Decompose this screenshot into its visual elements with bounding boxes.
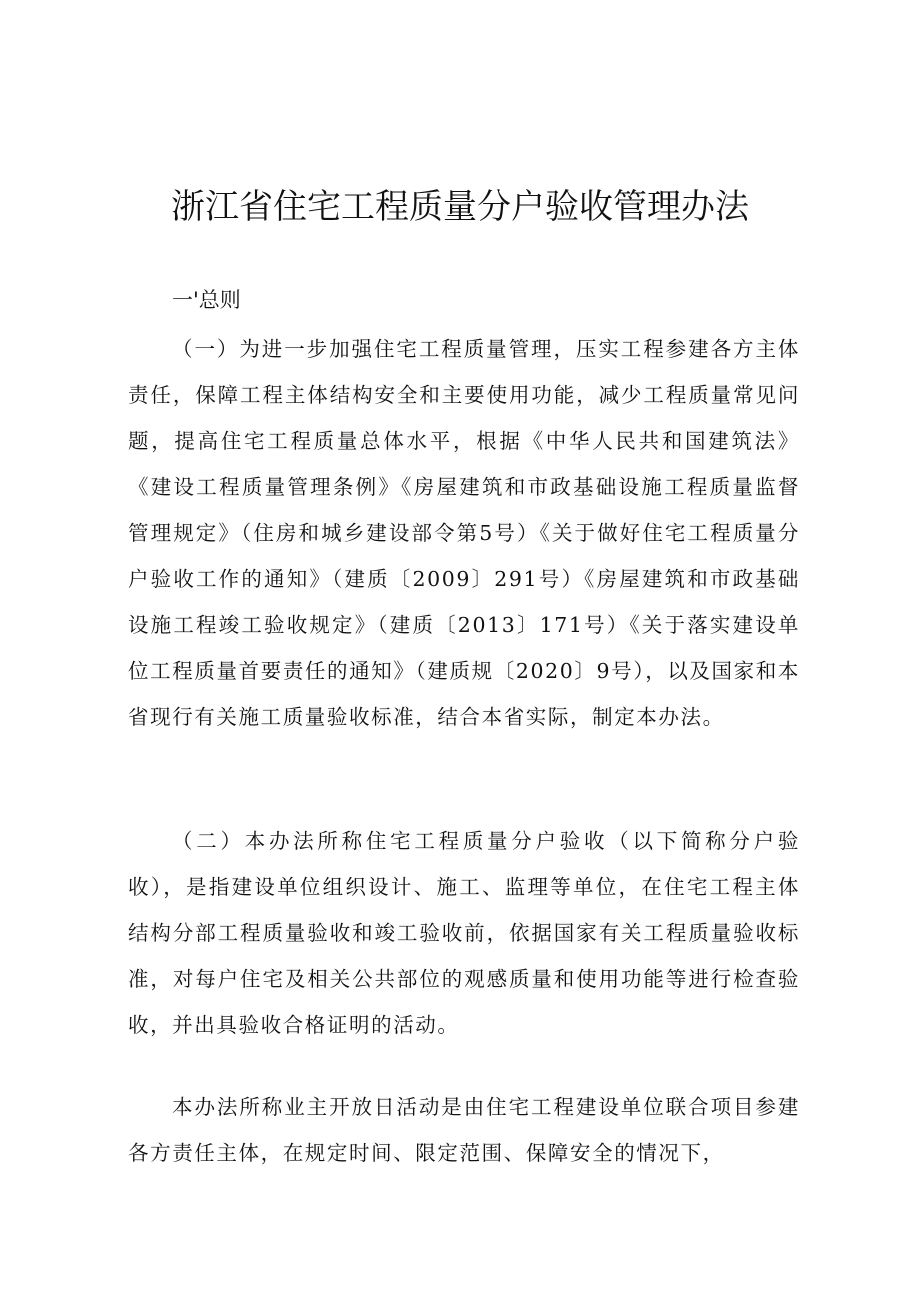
- paragraph-2: （二）本办法所称住宅工程质量分户验收（以下简称分户验收），是指建设单位组织设计、施工、监理等单位，在住宅工程主体结构分部工程质量验收和竣工验收前，依据国家有关工程质量验收标准，对每户住宅及相关公共部位的观感质量和使用功能等进行检查验收，并出具验收合格证明的活动。: [128, 829, 800, 1037]
- paragraph-3: 本办法所称业主开放日活动是由住宅工程建设单位联合项目参建各方责任主体，在规定时间、限定范围、保障安全的情况下，: [128, 1095, 800, 1165]
- section-heading: 一'总则: [172, 288, 241, 312]
- paragraph-1: （一）为进一步加强住宅工程质量管理，压实工程参建各方主体责任，保障工程主体结构安全和主要使用功能，减少工程质量常见问题，提高住宅工程质量总体水平，根据《中华人民共和国建筑法》《建设工程质量管理条例》《房屋建筑和市政基础设施工程质量监督管理规定》（住房和城乡建设部令第5号）《关于做好住宅工程质量分户验收工作的通知》（建质〔2009〕291号）《房屋建筑和市政基础设施工程竣工验收规定》（建质〔2013〕171号）《关于落实建设单位工程质量首要责任的通知》（建质规〔2020〕9号），以及国家和本省现行有关施工质量验收标准，结合本省实际，制定本办法。: [128, 337, 800, 729]
- document-title: 浙江省住宅工程质量分户验收管理办法: [171, 187, 749, 227]
